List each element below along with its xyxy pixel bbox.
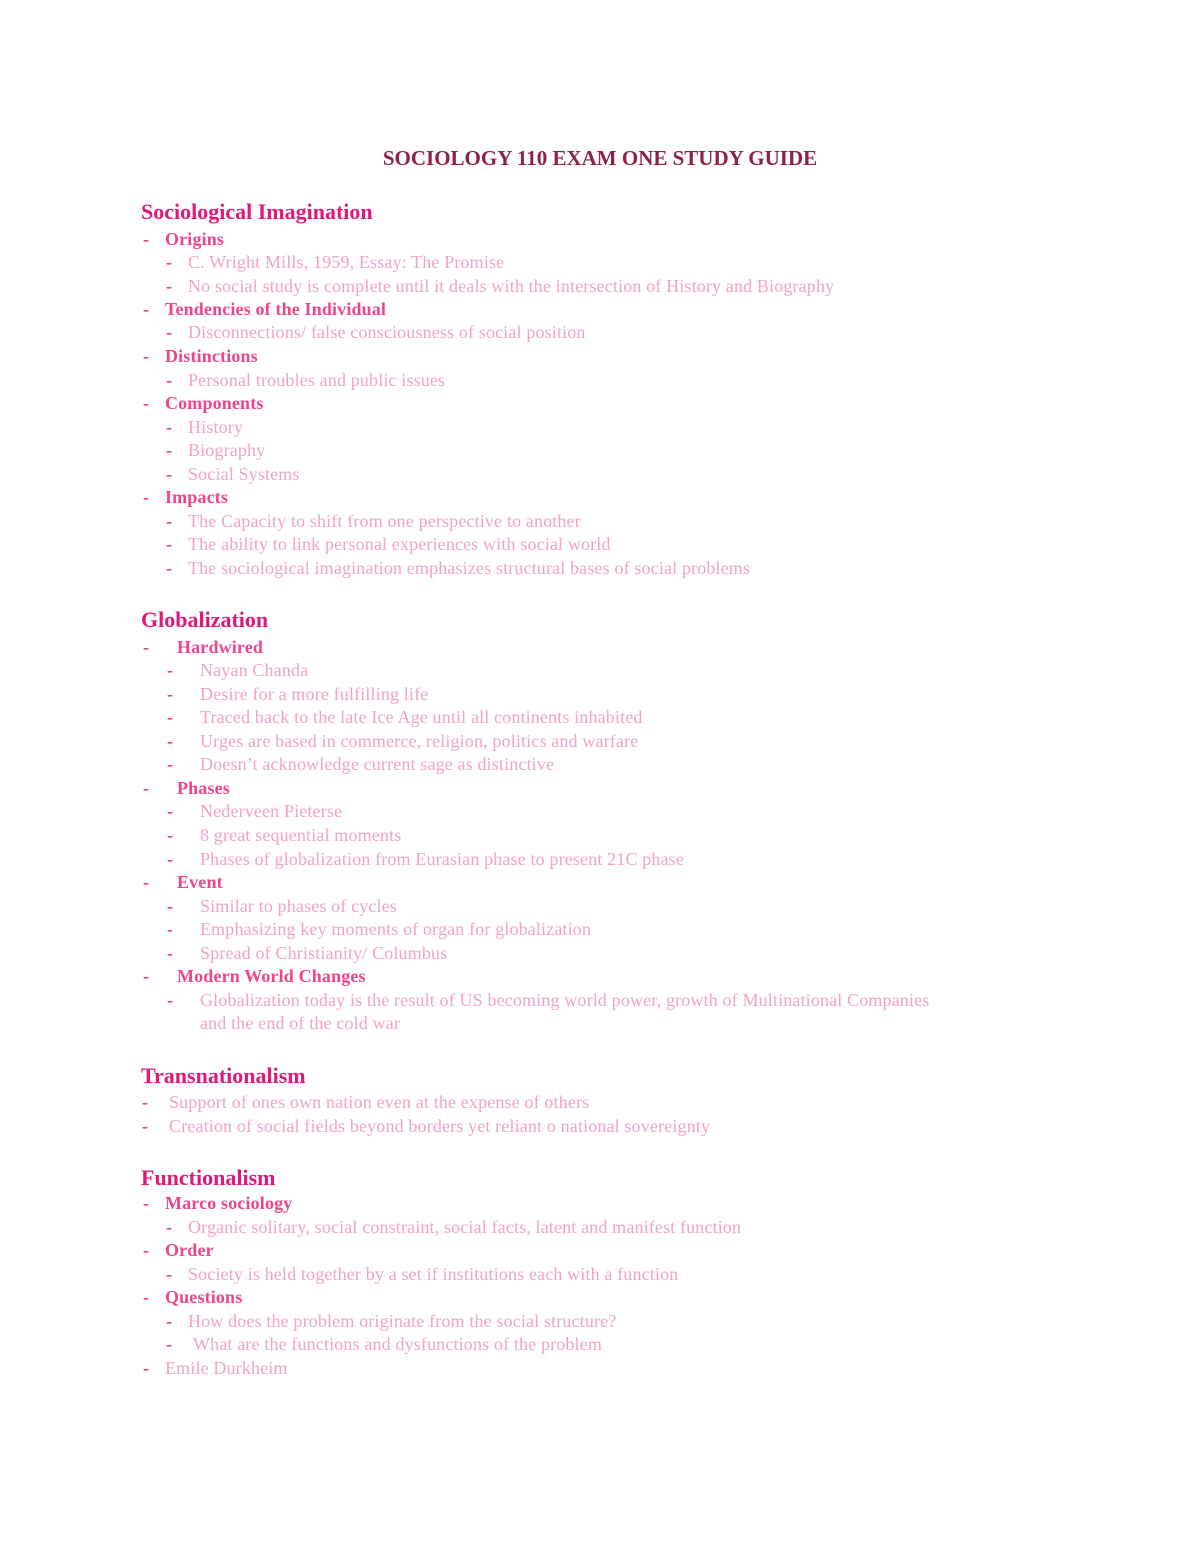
bullet-dash: - [143,637,150,657]
bullet-dash: - [166,370,173,390]
bullet-dash: - [167,754,174,774]
list-item-text: Emile Durkheim [165,1358,288,1378]
list-item [167,942,448,965]
bullet-dash: - [142,1092,149,1112]
list-item-text: How does the problem originate from the social structure? [188,1311,617,1331]
bullet-dash: - [167,707,174,727]
section-heading: Sociological Imagination [141,199,373,224]
section-heading: Transnationalism [141,1063,306,1088]
list-item-text: 8 great sequential moments [200,825,402,845]
bullet-dash: - [167,801,174,821]
bullet-dash: - [166,534,173,554]
list-item-text: Disconnections/ false consciousness of social position [188,322,586,342]
list-item-text: Nayan Chanda [200,660,309,680]
list-item-text: The Capacity to shift from one perspective to another [188,511,581,531]
list-item-text: Desire for a more fulfilling life [200,684,429,704]
list-item-text: Doesn’t acknowledge current sage as distinctive [200,754,555,774]
list-item-text: Globalization today is the result of US becoming world power, growth of Multinational Companies [200,990,930,1010]
list-item-text: History [188,417,244,437]
section-heading: Globalization [141,607,269,632]
bullet-dash: - [167,990,174,1010]
bullet-dash: - [167,896,174,916]
list-item [167,730,639,753]
list-item [166,533,611,556]
bullet-dash: - [166,1217,173,1237]
subheading [143,392,264,415]
list-item-text: No social study is complete until it deals with the intersection of History and Biography [188,276,835,296]
list-item [167,895,398,918]
bullet-dash: - [166,276,173,296]
bullet-dash: - [166,1264,173,1284]
subheading [143,1192,293,1215]
list-item-text: Creation of social fields beyond borders yet reliant o national sovereignty [169,1116,711,1136]
bullet-dash: - [167,825,174,845]
list-item [167,706,643,729]
section-heading: Functionalism [141,1165,276,1190]
list-item [167,659,309,682]
list-item [167,753,555,776]
list-item [166,439,266,462]
subheading [143,228,225,251]
bullet-dash: - [167,943,174,963]
list-item [167,824,402,847]
list-item [166,557,751,580]
list-item [167,918,592,941]
subheading-text: Phases [177,778,230,798]
subheading [143,777,230,800]
list-item-text: Spread of Christianity/ Columbus [200,943,448,963]
list-item-text: Support of ones own nation even at the expense of others [169,1092,590,1112]
subheading [143,345,258,368]
list-item [166,416,244,439]
list-item [167,800,343,823]
bullet-dash: - [143,1287,150,1307]
bullet-dash: - [166,511,173,531]
list-item [142,1091,590,1114]
bullet-dash: - [143,1193,150,1213]
list-item-text: C. Wright Mills, 1959, Essay: The Promise [188,252,505,272]
subheading [143,486,229,509]
subheading-text: Tendencies of the Individual [165,299,387,319]
list-item-text: Urges are based in commerce, religion, politics and warfare [200,731,639,751]
subheading [143,1286,243,1309]
list-item-text: Nederveen Pieterse [200,801,343,821]
list-item [166,369,446,392]
list-item-text: The sociological imagination emphasizes structural bases of social problems [188,558,751,578]
subheading-text: Origins [165,229,225,249]
list-item [143,1357,288,1380]
subheading-text: Components [165,393,264,413]
list-item [166,510,581,533]
bullet-dash: - [143,966,150,986]
subheading-text: Event [177,872,223,892]
subheading [143,298,387,321]
list-item [166,251,505,274]
document-title: SOCIOLOGY 110 EXAM ONE STUDY GUIDE [382,146,818,170]
bullet-dash: - [167,684,174,704]
bullet-dash: - [143,393,150,413]
bullet-dash: - [167,919,174,939]
list-item-text: Biography [188,440,266,460]
bullet-dash: - [143,1240,150,1260]
bullet-dash: - [166,322,173,342]
list-item-text: Phases of globalization from Eurasian phase to present 21C phase [200,849,684,869]
bullet-dash: - [143,299,150,319]
list-item-text: Organic solitary, social constraint, social facts, latent and manifest function [188,1217,742,1237]
subheading-text: Distinctions [165,346,258,366]
list-item-text: Emphasizing key moments of organ for globalization [200,919,592,939]
bullet-dash: - [166,464,173,484]
subheading-text: Order [165,1240,214,1260]
list-item [166,1310,617,1333]
list-item-text: What are the functions and dysfunctions of the problem [193,1334,602,1354]
list-item-text: The ability to link personal experiences with social world [188,534,611,554]
list-item-text: Society is held together by a set if institutions each with a function [188,1264,679,1284]
list-item-text: and the end of the cold war [200,1013,400,1033]
list-item [166,275,835,298]
list-item-text: Similar to phases of cycles [200,896,398,916]
bullet-dash: - [167,849,174,869]
list-item [166,463,300,486]
bullet-dash: - [143,487,150,507]
bullet-dash: - [166,558,173,578]
list-item [167,683,429,706]
list-item [142,1115,711,1138]
bullet-dash: - [166,252,173,272]
list-item-text: Traced back to the late Ice Age until all continents inhabited [200,707,643,727]
list-item [166,1263,679,1286]
bullet-dash: - [143,872,150,892]
subheading-text: Marco sociology [165,1193,293,1213]
subheading [143,871,223,894]
bullet-dash: - [143,346,150,366]
bullet-dash: - [166,1311,173,1331]
list-item-text: Personal troubles and public issues [188,370,446,390]
list-item [166,321,586,344]
subheading [143,636,264,659]
subheading [143,1239,214,1262]
list-item [166,1333,602,1356]
subheading [143,965,366,988]
list-item [166,1216,742,1239]
subheading-text: Modern World Changes [177,966,366,986]
bullet-dash: - [142,1116,149,1136]
subheading-text: Questions [165,1287,243,1307]
list-item [167,989,930,1012]
list-item-text: Social Systems [188,464,300,484]
subheading-text: Hardwired [177,637,264,657]
bullet-dash: - [143,229,150,249]
list-item [167,848,684,871]
bullet-dash: - [167,660,174,680]
bullet-dash: - [167,731,174,751]
bullet-dash: - [166,417,173,437]
bullet-dash: - [143,778,150,798]
bullet-dash: - [166,440,173,460]
subheading-text: Impacts [165,487,229,507]
bullet-dash: - [166,1334,173,1354]
list-item-continuation [200,1012,400,1035]
bullet-dash: - [143,1358,150,1378]
